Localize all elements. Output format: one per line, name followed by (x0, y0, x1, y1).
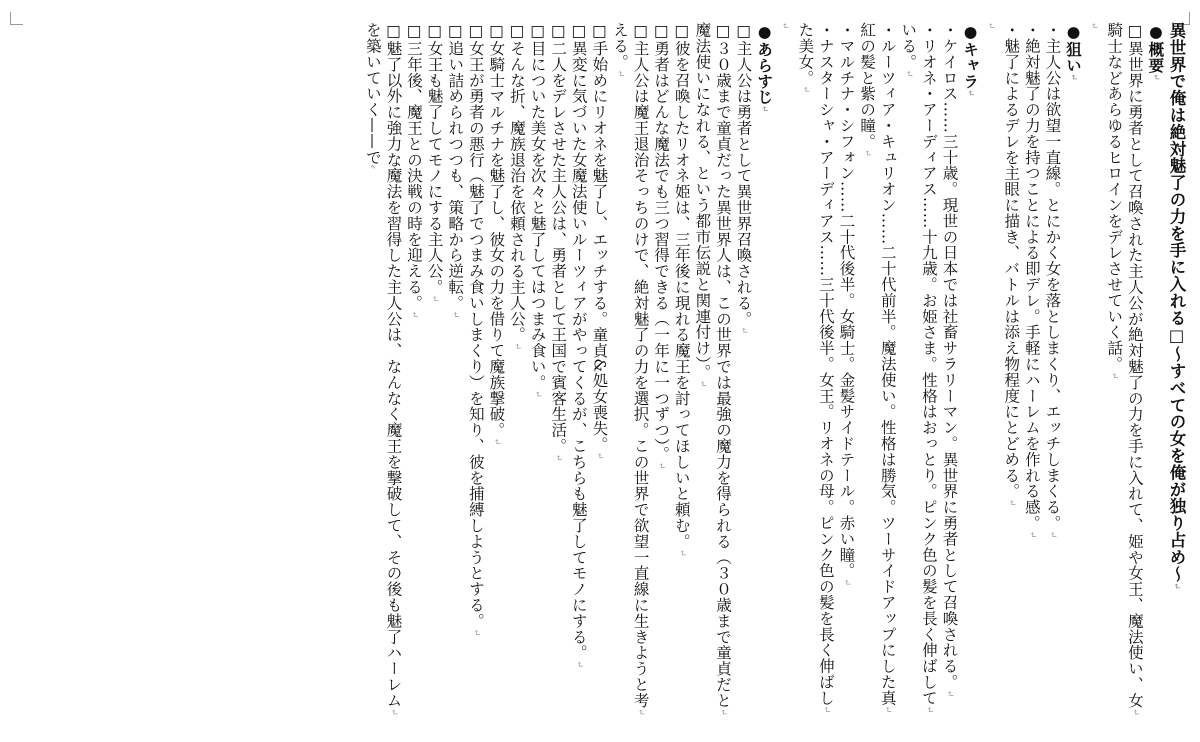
text-line (918, 22, 939, 734)
blank-line (774, 22, 795, 734)
line-text: を築いていく——で (363, 22, 382, 166)
line-text: ●キャラ (961, 22, 981, 90)
text-line (630, 22, 651, 734)
document-title: 異世界で俺は絶対魅了の力を手に入れる□〜すべての女を俺が独り占め〜↵ (1167, 22, 1186, 591)
text-line (939, 22, 960, 734)
line-text: □二人をデレさせた主人公は、勇者として王国で賓客生活。 (549, 22, 568, 454)
text-line (527, 22, 548, 734)
line-text: た美女。 (796, 22, 815, 86)
paragraph-mark-icon: ↵ (1047, 530, 1058, 539)
line-text: 騎士などあらゆるヒロインをデレさせていく話。 (1105, 22, 1124, 372)
text-line (836, 22, 857, 734)
line-text: 紅の髪と紫の瞳。 (858, 22, 877, 150)
text-line (589, 22, 610, 734)
paragraph-mark-icon: ↵ (429, 294, 440, 303)
paragraph-mark-icon: ↵ (409, 310, 420, 319)
text-line (877, 22, 898, 734)
text-line (383, 22, 404, 734)
section-heading (1062, 22, 1083, 734)
paragraph-mark-icon: ↵ (985, 22, 996, 30)
text-line (362, 22, 383, 734)
line-text: □彼を召喚したリオネ姫は、三年後に現れる魔王を討ってほしいと頼む。 (672, 22, 691, 550)
paragraph-mark-icon: ↵ (862, 149, 873, 158)
text-line (671, 22, 692, 734)
line-text: える。 (610, 22, 629, 70)
text-line (486, 22, 507, 734)
paragraph-mark-icon: ↵ (1129, 708, 1140, 717)
line-text: ●あらすじ (755, 22, 775, 105)
text-line (857, 22, 878, 734)
section-heading (1145, 22, 1166, 734)
paragraph-mark-icon: ↵ (717, 708, 728, 717)
line-text: □３０歳まで童貞だった異世界人は、この世界では最強の魔力を得られる（３０歳まで童貞だと (713, 22, 732, 709)
text-line (465, 22, 486, 734)
paragraph-mark-icon: ↵ (1150, 73, 1161, 82)
text-line (609, 22, 630, 734)
paragraph-mark-icon: 𝒸 (367, 165, 378, 170)
paragraph-mark-icon: ↵ (676, 549, 687, 558)
text-line (1124, 22, 1145, 734)
text-line (548, 22, 569, 734)
paragraph-mark-icon: ↵ (512, 342, 522, 351)
paragraph-mark-icon: ↵ (614, 69, 625, 78)
line-text: ・リオネ・アーディアス……十九歳。お姫さま。性格はおっとり。ピンク色の髪を長く伸ばして (919, 22, 938, 706)
line-text: □主人公は勇者として異世界召喚される。 (734, 22, 753, 327)
text-line (403, 22, 424, 734)
paragraph-mark-icon: ↵ (573, 660, 584, 669)
paragraph-mark-icon: ↵ (491, 437, 502, 446)
text-line (795, 22, 816, 734)
line-text: ・マルチナ・シフォン……二十代後半。女騎士。金髪サイドテール。赤い瞳。 (837, 22, 856, 579)
paragraph-mark-icon: ↵ (779, 22, 790, 30)
paragraph-mark-icon: ↵ (1026, 530, 1037, 539)
paragraph-mark-icon: ↵ (800, 85, 811, 94)
line-text: 魔法使いになれる、という都市伝説と関連付け）。 (693, 22, 712, 380)
line-text: □手始めにリオネを魅了し、エッチする。童貞&処女喪失。 (590, 22, 609, 453)
text-line (1001, 22, 1022, 734)
text-line (1021, 22, 1042, 734)
line-text: □目についた美女を次々と魅了してはつまみ食い。 (528, 22, 547, 391)
paragraph-mark-icon: ↵ (470, 628, 481, 637)
vertical-text-body[interactable] (362, 22, 1186, 734)
paragraph-mark-icon: ↵ (450, 310, 461, 319)
paragraph-mark-icon: ↵ (841, 578, 852, 587)
line-text: □女王も魅了してモノにする主人公。 (425, 22, 444, 295)
paragraph-mark-icon: ↵ (697, 379, 708, 388)
section-heading (959, 22, 980, 734)
paragraph-mark-icon: ↵ (1006, 499, 1017, 507)
line-text: □勇者はどんな魔法でも三つ習得できる（一年に一つずつ）。 (652, 22, 671, 462)
paragraph-mark-icon: ↵ (594, 452, 605, 461)
paragraph-mark-icon: ↵ (923, 705, 934, 714)
paragraph-mark-icon: ↵ (388, 708, 399, 717)
blank-line (980, 22, 1001, 734)
paragraph-mark-icon: ↵ (820, 705, 831, 714)
line-text: □追い詰められつつも、策略から逆転。 (446, 22, 465, 311)
line-text: いる。 (899, 22, 918, 70)
line-text: ・魅了によるデレを主眼に描き、バトルは添え物程度にとどめる。 (1002, 22, 1021, 499)
line-text: ・ルーツィア・キュリオン……二十代前半。魔法使い。性格は勝気。ツーサイドアップにした真 (878, 22, 897, 706)
paragraph-mark-icon: ↵ (903, 69, 914, 78)
paragraph-mark-icon: ↵ (1068, 73, 1079, 82)
crop-mark-top-left (10, 12, 23, 25)
paragraph-mark-icon: ↵ (759, 105, 770, 113)
line-text: □女騎士マルチナを魅了し、彼女の力を借りて魔族撃破。 (487, 22, 506, 438)
paragraph-mark-icon: ↵ (635, 708, 646, 717)
line-text: ●狙い (1064, 22, 1084, 74)
paragraph-mark-icon: ↵ (1109, 371, 1120, 380)
text-line (424, 22, 445, 734)
text-line (733, 22, 754, 734)
text-line (898, 22, 919, 734)
line-text: □異世界に勇者として召喚された主人公が絶対魅了の力を手に入れて、姫や女王、魔法使い、女 (1125, 22, 1144, 709)
text-line (445, 22, 466, 734)
line-text: ・ケイロス……三十歳。現世の日本では社畜サラリーマン。異世界に勇者として召喚される。 (940, 22, 959, 690)
text-line (712, 22, 733, 734)
text-line (815, 22, 836, 734)
paragraph-mark-icon: ↵ (944, 689, 955, 698)
text-line (1042, 22, 1063, 734)
text-line (692, 22, 713, 734)
line-text: □主人公は魔王退治そっちのけで、絶対魅了の力を選択。この世界で欲望一直線に生きようと考 (631, 22, 650, 709)
line-text: □異変に気づいた女魔法使いルーツィアがやってくるが、こちらも魅了してモノにする。 (569, 22, 588, 661)
paragraph-mark-icon: ↵ (1088, 22, 1099, 30)
text-line (1104, 22, 1125, 734)
paragraph-mark-icon: ↵ (532, 390, 543, 399)
blank-line (1083, 22, 1104, 734)
paragraph-mark-icon: ↵ (656, 461, 667, 470)
line-text: □三年後、魔王との決戦の時を迎える。 (405, 22, 424, 311)
line-text: □そんな折、魔族退治を依頼される主人公。 (508, 22, 526, 343)
line-text: ・ナスターシャ・アーディアス……三十代後半。女王。リオネの母。ピンク色の髪を長く伸ばし (816, 22, 835, 706)
line-text: ・主人公は欲望一直線。とにかく女を落としまくり、エッチしまくる。 (1043, 22, 1062, 531)
text-line (651, 22, 672, 734)
line-text: ●概要 (1146, 22, 1166, 74)
paragraph-mark-icon: ↵ (882, 705, 893, 714)
line-text: ・絶対魅了の力を持つことによる即デレ。手軽にハーレムを作れる感。 (1022, 22, 1041, 531)
paragraph-mark-icon: ↵ (965, 89, 976, 98)
line-text: □女王が勇者の悪行（魅了でつまみ食いしまくり）を知り、彼を捕縛しようとする。 (466, 22, 485, 629)
text-line (568, 22, 589, 734)
paragraph-mark-icon: ↵ (738, 326, 749, 335)
text-line (506, 22, 527, 734)
paragraph-mark-icon: ↵ (553, 453, 564, 462)
section-heading (754, 22, 775, 734)
line-text: □魅了以外に強力な魔法を習得した主人公は、なんなく魔王を撃破して、その後も魅了ハーレム (384, 22, 403, 709)
